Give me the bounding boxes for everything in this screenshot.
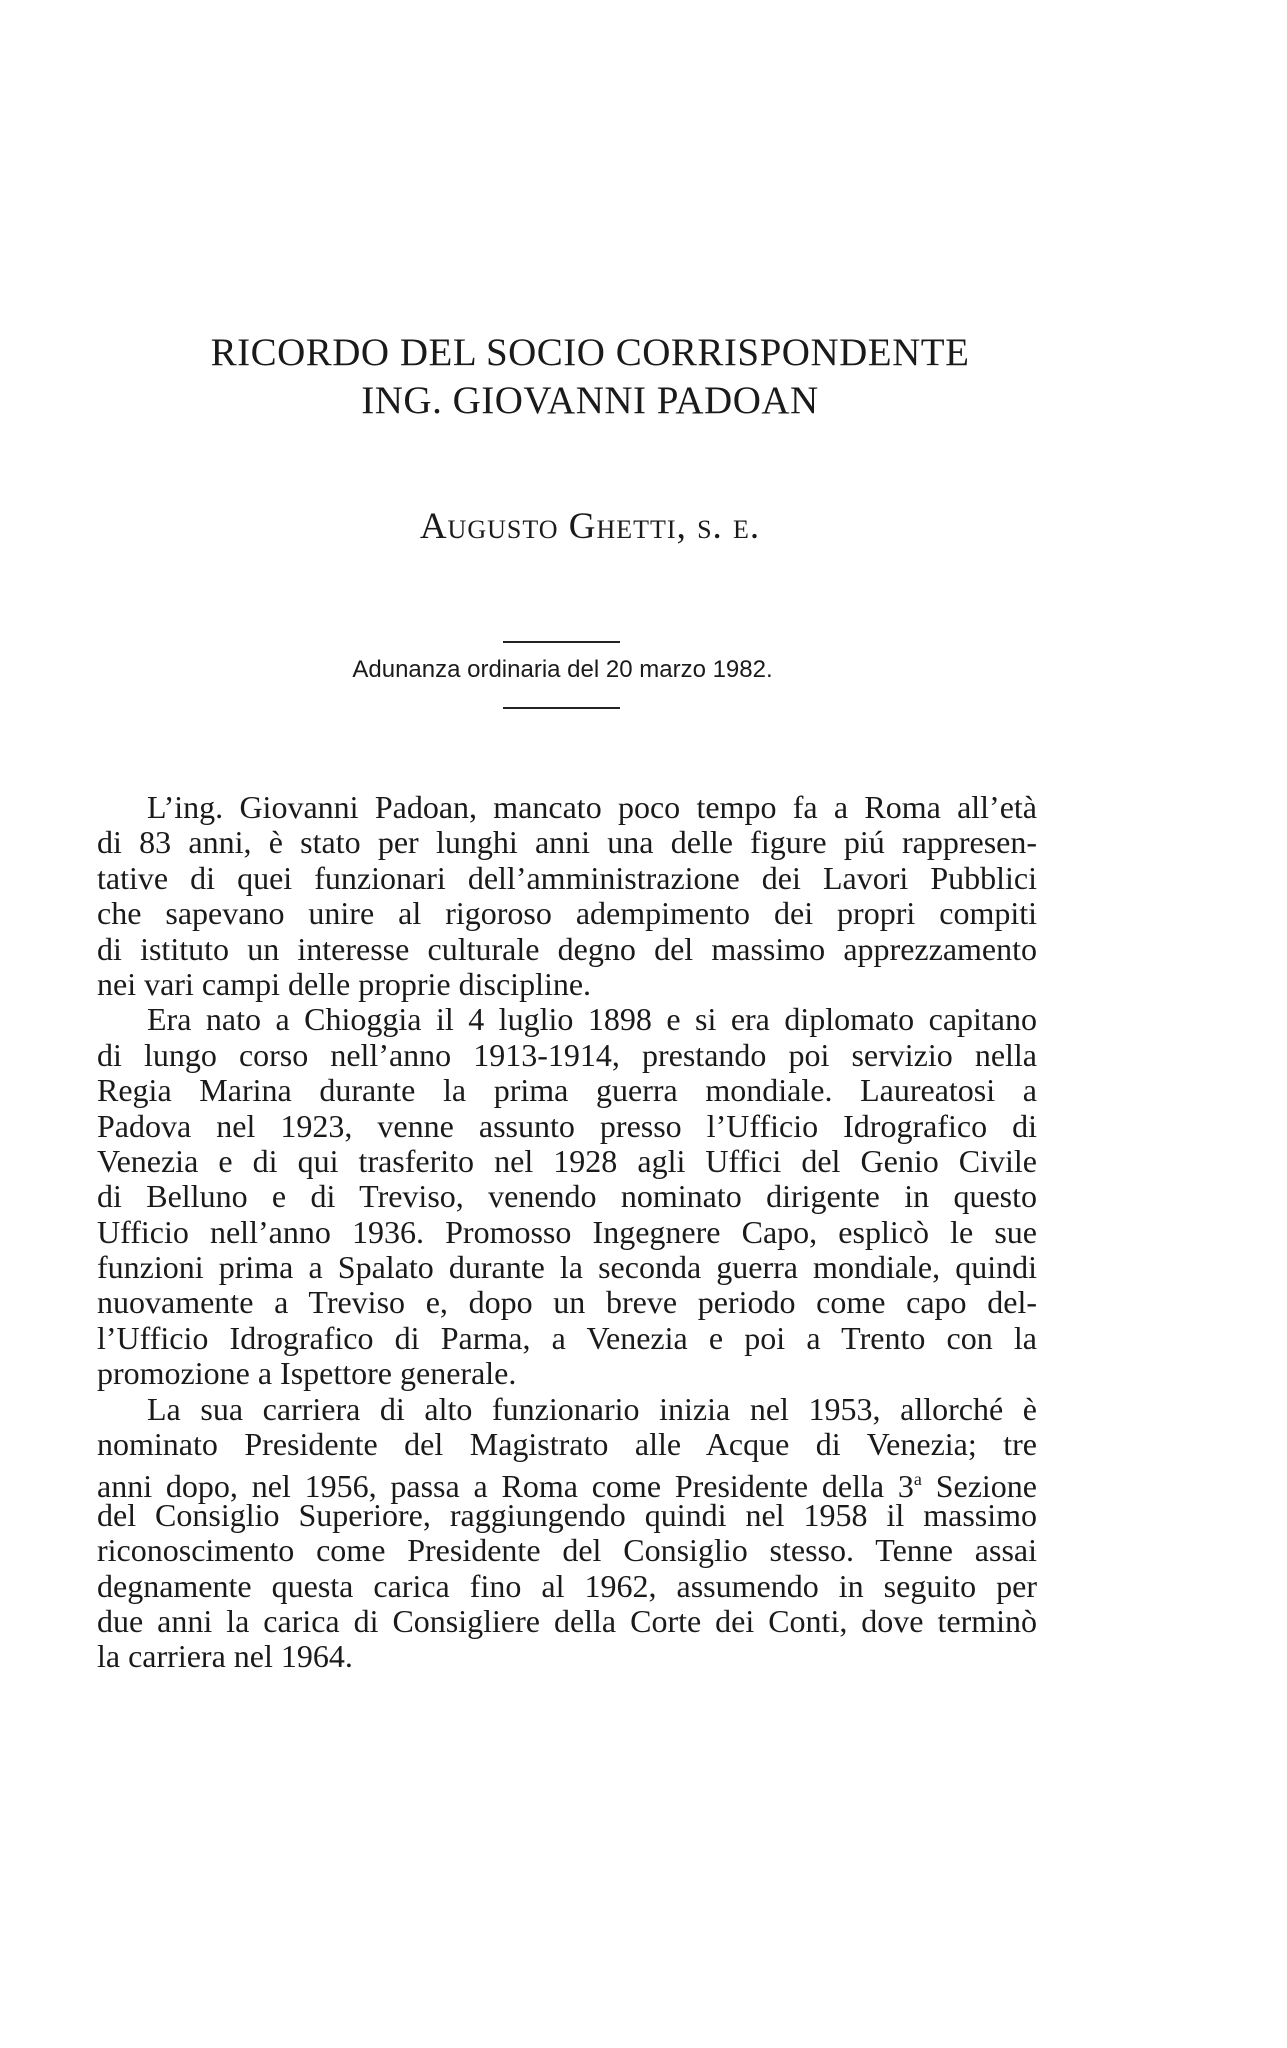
paragraph-3 — [97, 1392, 1037, 1675]
title-line-2: ING. GIOVANNI PADOAN — [361, 379, 819, 422]
text-line: riconoscimento come Presidente del Consiglio stesso. Tenne assai — [97, 1532, 1037, 1569]
text-line: L’ing. Giovanni Padoan, mancato poco tempo fa a Roma all’età — [147, 789, 1037, 825]
text-line: promozione a Ispettore generale. — [97, 1355, 517, 1392]
text-line: Venezia e di qui trasferito nel 1928 agli Uffici del Genio Civile — [97, 1142, 1037, 1179]
paragraph-1 — [97, 790, 1037, 1002]
text-line: nuovamente a Treviso e, dopo un breve periodo come capo del- — [97, 1284, 1037, 1321]
divider-bottom — [503, 707, 620, 709]
text-fragment: Sezione — [921, 1468, 1038, 1505]
text-line: nominato Presidente del Magistrato alle Acque di Venezia; tre — [97, 1426, 1037, 1463]
text-line: nei vari campi delle proprie discipline. — [97, 965, 592, 1002]
text-line-with-superscript — [97, 1462, 1038, 1505]
text-line: Regia Marina durante la prima guerra mondiale. Laureatosi a — [97, 1072, 1037, 1109]
author: Augusto Ghetti, s. e. — [419, 506, 761, 547]
paragraph-2 — [97, 1002, 1037, 1391]
text-line: del Consiglio Superiore, raggiungendo quindi nel 1958 il massimo — [97, 1496, 1037, 1533]
text-line: tative di quei funzionari dell’amministrazione dei Lavori Pubblici — [97, 859, 1037, 896]
text-line: di Belluno e di Treviso, venendo nominato dirigente in questo — [97, 1178, 1037, 1215]
text-line: Ufficio nell’anno 1936. Promosso Ingegnere Capo, esplicò le sue — [97, 1213, 1037, 1250]
text-line: che sapevano unire al rigoroso adempimento dei propri compiti — [97, 895, 1037, 932]
title-line-1: RICORDO DEL SOCIO CORRISPONDENTE — [210, 331, 970, 374]
text-line: la carriera nel 1964. — [97, 1638, 353, 1675]
text-line: La sua carriera di alto funzionario inizia nel 1953, allorché è — [147, 1390, 1037, 1427]
text-line: di lungo corso nell’anno 1913-1914, prestando poi servizio nella — [97, 1036, 1037, 1073]
meeting-date: Adunanza ordinaria del 20 marzo 1982. — [352, 656, 773, 683]
text-line: Era nato a Chioggia il 4 luglio 1898 e si era diplomato capitano — [147, 1001, 1037, 1038]
text-line: Padova nel 1923, venne assunto presso l’Ufficio Idrografico di — [97, 1107, 1037, 1144]
text-fragment: anni dopo, nel 1956, passa a Roma come Presidente della 3 — [97, 1468, 914, 1505]
body-text — [97, 790, 1037, 1675]
text-line: funzioni prima a Spalato durante la seconda guerra mondiale, quindi — [97, 1249, 1037, 1286]
divider-top — [503, 641, 620, 643]
text-line: di 83 anni, è stato per lunghi anni una delle figure piú rappresen- — [97, 824, 1037, 861]
text-line: degnamente questa carica fino al 1962, assumendo in seguito per — [97, 1567, 1037, 1604]
text-line: l’Ufficio Idrografico di Parma, a Venezia e poi a Trento con la — [97, 1319, 1037, 1356]
superscript: a — [913, 1469, 922, 1490]
text-line: di istituto un interesse culturale degno del massimo apprezzamento — [97, 930, 1037, 967]
text-line: due anni la carica di Consigliere della Corte dei Conti, dove terminò — [97, 1602, 1037, 1639]
